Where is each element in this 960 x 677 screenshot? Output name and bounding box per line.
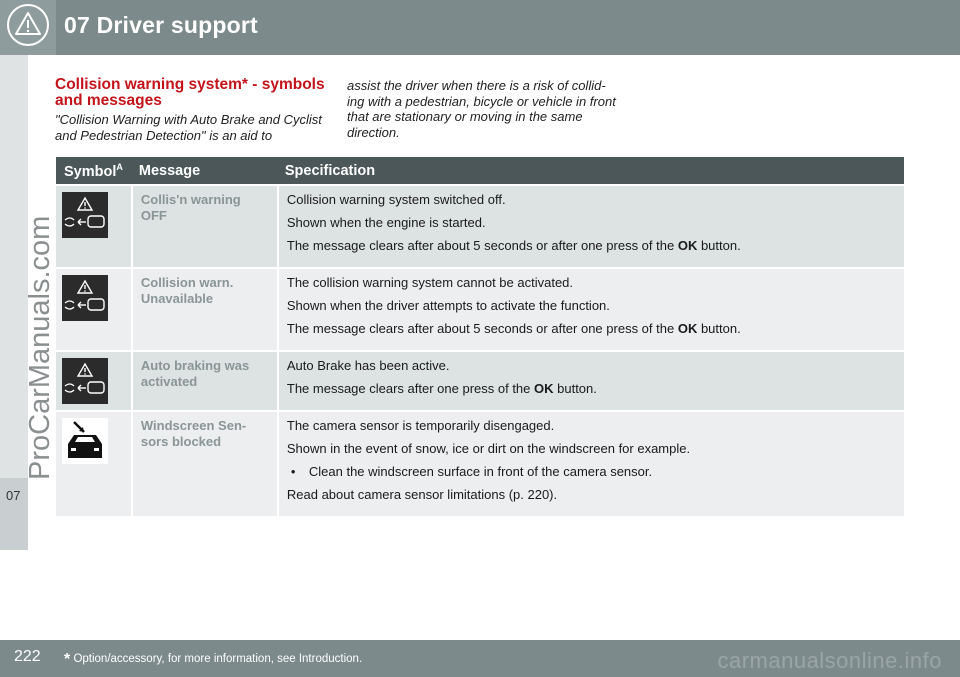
message-cell: Collis'n warning OFF xyxy=(131,186,277,267)
table-header-row xyxy=(56,157,904,184)
table-row xyxy=(56,412,904,516)
page-header xyxy=(0,0,960,55)
chapter-tab xyxy=(0,478,28,550)
intro-text-right: assist the driver when there is a risk of collid-ing with a pedestrian, bicycle or vehicle in front that are stationary or moving in the same direction. xyxy=(347,78,616,140)
specification-cell xyxy=(277,269,904,350)
header-icon-box xyxy=(0,0,56,55)
table-row xyxy=(56,269,904,350)
spec-bullet-item: • Clean the windscreen surface in front of the camera sensor. xyxy=(287,464,896,480)
table-row xyxy=(56,186,904,267)
message-cell: Collision warn. Unavailable xyxy=(131,269,277,350)
message-cell: Auto braking was activated xyxy=(131,352,277,410)
message-column-header: Message xyxy=(131,157,277,184)
specification-column-header: Specification xyxy=(277,157,904,184)
symbol-cell xyxy=(56,412,131,516)
spec-line: Auto Brake has been active. xyxy=(286,358,450,373)
intro-text-left: "Collision Warning with Auto Brake and Cyclist and Pedestrian Detection" is an aid to xyxy=(55,112,322,143)
symbol-cell xyxy=(56,269,131,350)
footnote: * Option/accessory, for more information, see Introduction. xyxy=(64,651,363,668)
spec-line: Shown when the engine is started. xyxy=(286,215,486,230)
specification-cell xyxy=(277,412,904,516)
spec-clear-line: The message clears after about 5 seconds or after one press of the OK button. xyxy=(286,321,741,336)
collision-warning-off-icon xyxy=(62,192,108,238)
spec-line: Collision warning system switched off. xyxy=(286,192,506,207)
page-number: 222 xyxy=(14,648,41,665)
specification-cell xyxy=(277,352,904,410)
spec-clear-line: The message clears after about 5 seconds or after one press of the OK button. xyxy=(286,238,741,253)
windscreen-sensor-blocked-icon xyxy=(62,418,108,464)
symbol-cell xyxy=(56,352,131,410)
spec-line: Shown in the event of snow, ice or dirt on the windscreen for example. xyxy=(286,441,691,456)
section-title: Collision warning system* - symbols and messages xyxy=(55,76,325,109)
spec-clear-line: The message clears after one press of the OK button. xyxy=(286,381,597,396)
page-title: 07 Driver support xyxy=(64,12,258,38)
auto-brake-activated-icon xyxy=(62,358,108,404)
spec-line: The collision warning system cannot be activated. xyxy=(286,275,574,290)
table-row xyxy=(56,352,904,410)
symbol-column-header: Symbol$^A$ xyxy=(56,157,131,184)
spec-line: Read about camera sensor limitations (p. 220). xyxy=(286,487,558,502)
messages-table xyxy=(56,155,904,518)
specification-cell xyxy=(277,186,904,267)
chapter-number: 07 xyxy=(6,488,21,503)
warning-triangle-icon xyxy=(6,3,50,47)
spec-line: The camera sensor is temporarily disengaged. xyxy=(286,418,555,433)
footer-watermark: carmanualsonline.info xyxy=(717,648,942,673)
side-watermark: ProCarManuals.com xyxy=(24,215,56,480)
message-cell: Windscreen Sen-sors blocked xyxy=(131,412,277,516)
spec-line: Shown when the driver attempts to activate the function. xyxy=(286,298,610,313)
page-footer xyxy=(0,640,960,677)
collision-warning-unavailable-icon xyxy=(62,275,108,321)
symbol-cell xyxy=(56,186,131,267)
